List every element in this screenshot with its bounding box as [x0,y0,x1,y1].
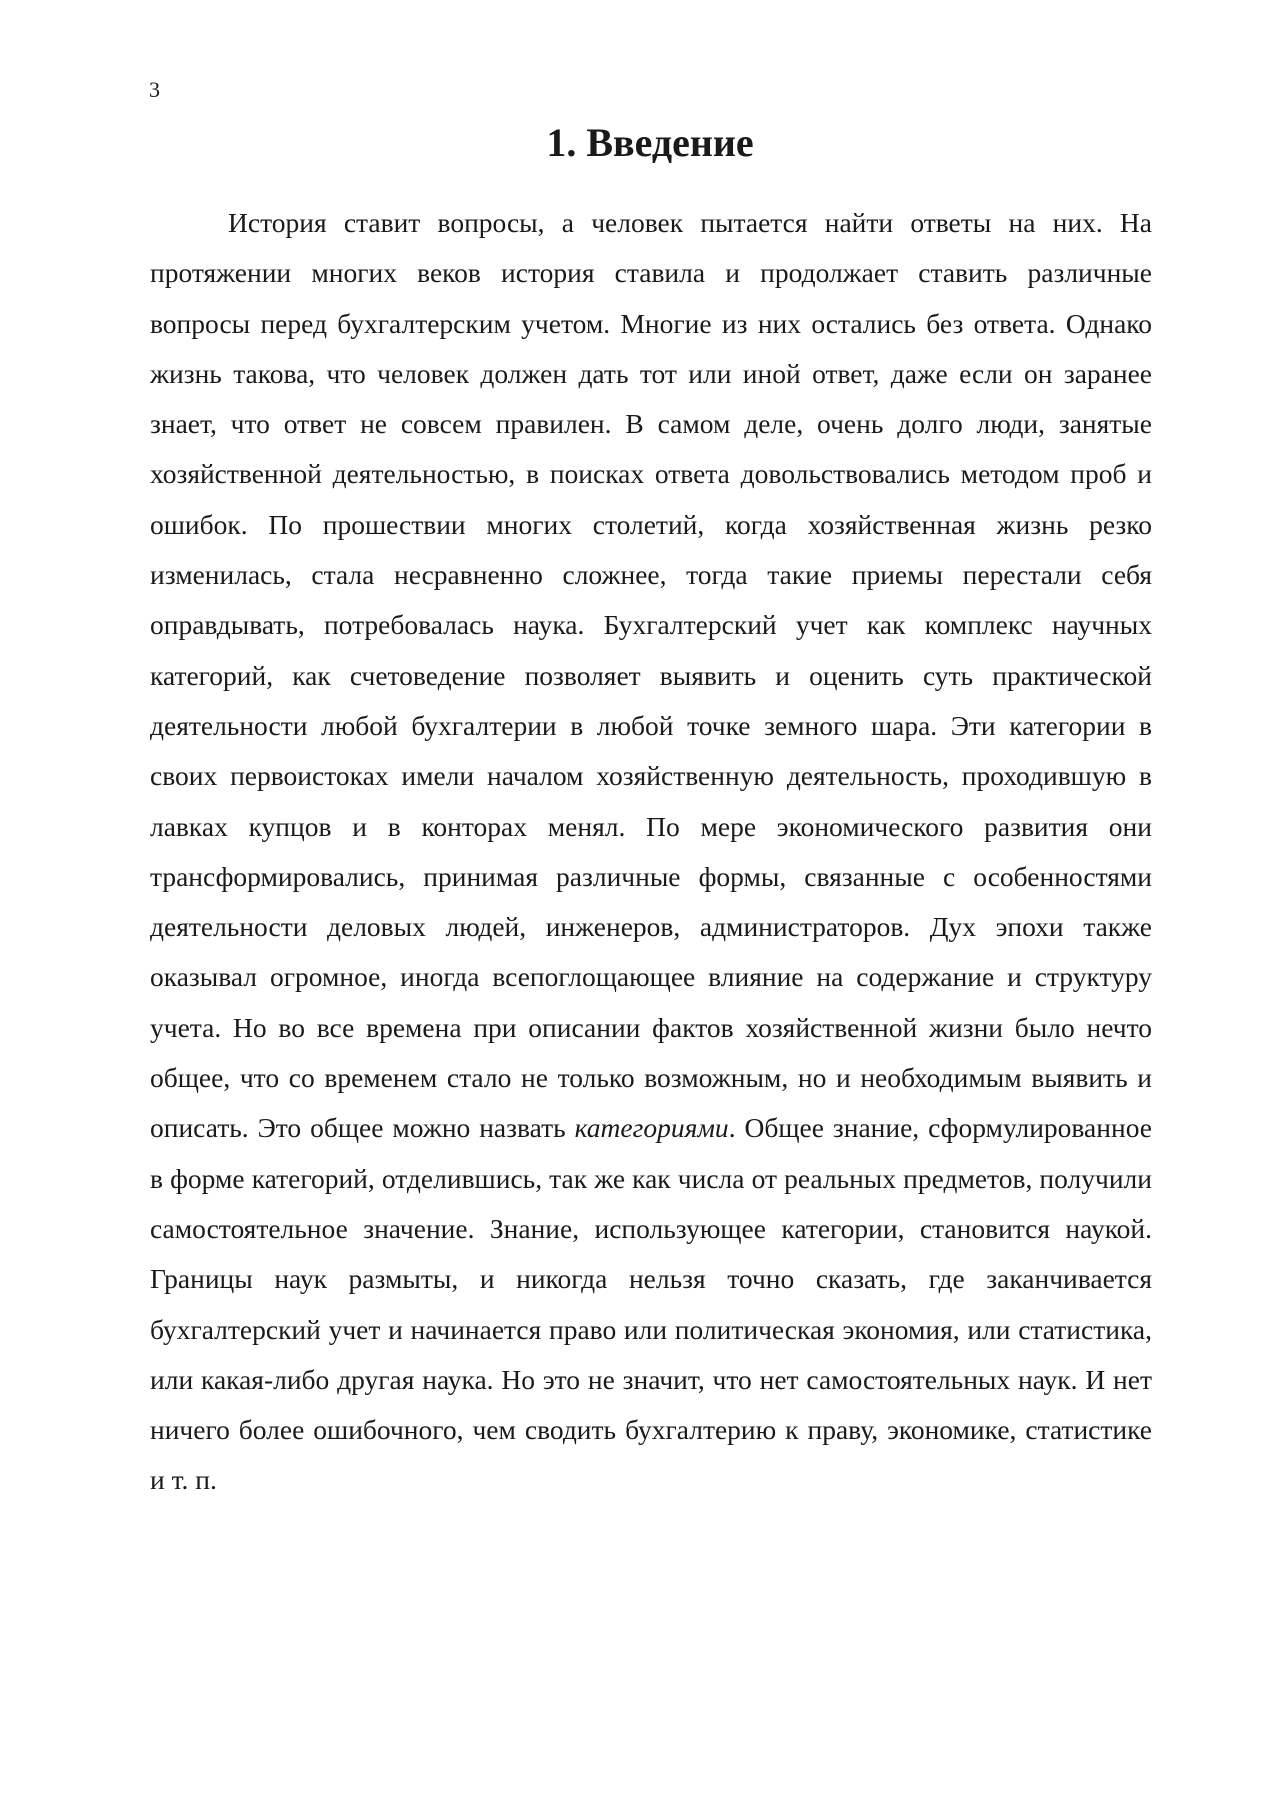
section-title: 1. Введение [546,120,754,165]
body-paragraph [150,198,1152,1506]
page-number: 3 [149,77,160,102]
body-text-part-2: . Общее знание, сформулированное в форме категорий, отделившись, так же как числа от реальных предметов, получили самостоятельное значение. Знание, использующее категории, становится наукой. Границы наук размыты, и никогда нельзя точно сказать, где заканчивается бухгалтерский учет и начинается право или политическая экономия, или статистика, или какая-либо другая наука. Но это не значит, что нет самостоятельных наук. И нет ничего более ошибочного, чем сводить бухгалтерию к праву, экономике, статистике и т. п. [150,1112,1152,1496]
body-emphasis-term: категориями [574,1112,729,1144]
body-text-part-1: История ставит вопросы, а человек пытается найти ответы на них. На протяжении многих веков история ставила и продолжает ставить различные вопросы перед бухгалтерским учетом. Многие из них остались без ответа. Однако жизнь такова, что человек должен дать тот или иной ответ, даже если он заранее знает, что ответ не совсем правилен. В самом деле, очень долго люди, занятые хозяйственной деятельностью, в поисках ответа довольствовались методом проб и ошибок. По прошествии многих столетий, когда хозяйственная жизнь резко изменилась, стала несравненно сложнее, тогда такие приемы перестали себя оправдывать, потребовалась наука. Бухгалтерский учет как комплекс научных категорий, как счетоведение позволяет выявить и оценить суть практической деятельности любой бухгалтерии в любой точке земного шара. Эти категории в своих первоистоках имели началом хозяйственную деятельность, проходившую в лавках купцов и в конторах менял. По мере экономического развития они трансформировались, принимая различные формы, связанные с особенностями деятельности деловых людей, инженеров, администраторов. Дух эпохи также оказывал огромное, иногда всепоглощающее влияние на содержание и структуру учета. Но во все времена при описании фактов хозяйственной жизни было нечто общее, что со временем стало не только возможным, но и необходимым выявить и описать. Это общее можно назвать [150,207,1152,1144]
